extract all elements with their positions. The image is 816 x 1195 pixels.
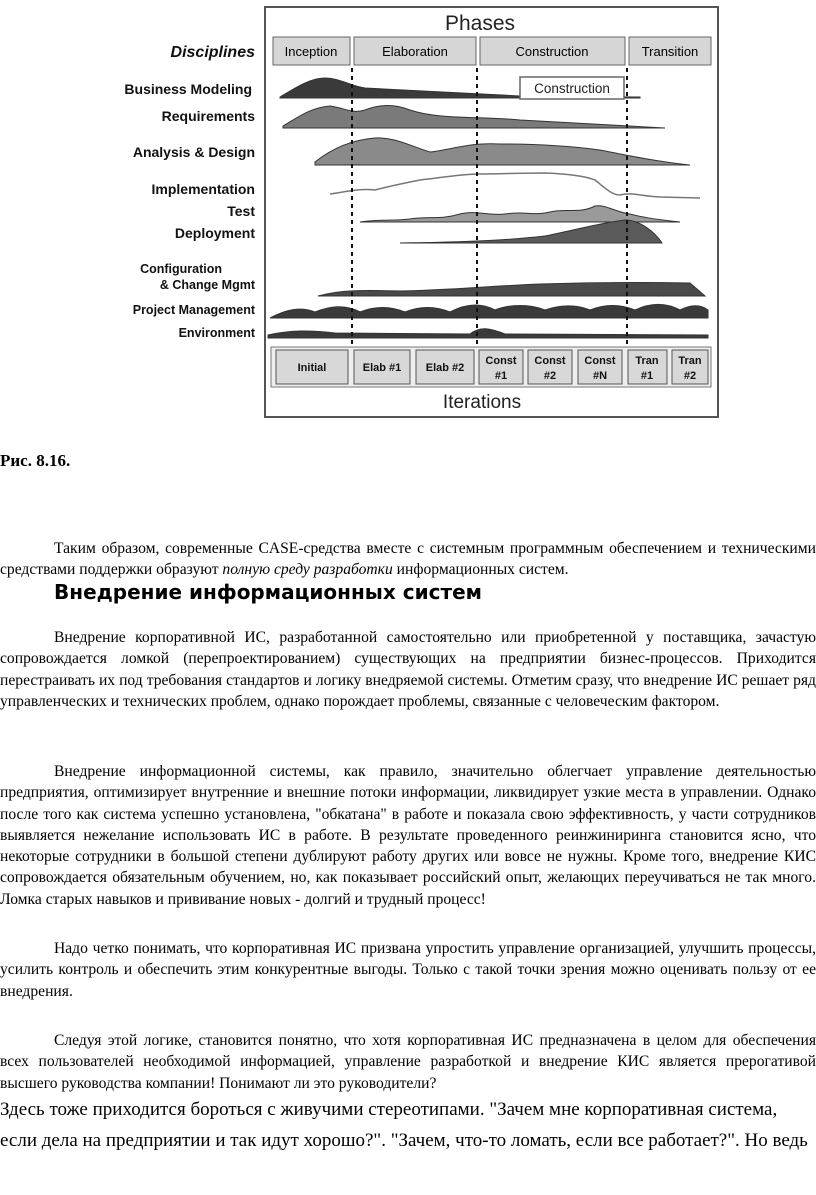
phases-title: Phases [444, 12, 516, 35]
iteration-const-n-a: Const [584, 355, 616, 367]
p1-italic-term: полную среду разработки [222, 561, 393, 579]
paragraph-case-tools [0, 538, 816, 581]
phase-transition: Transition [641, 44, 699, 59]
iteration-tran-2-a: Tran [678, 355, 702, 367]
iteration-const-2-a: Const [534, 355, 566, 367]
iteration-tran-2-b: #2 [683, 370, 697, 382]
phase-elaboration: Elaboration [382, 44, 448, 59]
iterations-label: Iterations [442, 392, 522, 413]
iteration-const-1-b: #1 [494, 370, 508, 382]
discipline-analysis-design: Analysis & Design [132, 144, 255, 160]
discipline-environment: Environment [178, 326, 255, 340]
iteration-const-2-b: #2 [543, 370, 557, 382]
paragraph-stereotypes: Здесь тоже приходится бороться с живучими стереотипами. "Зачем мне корпоративная система, если дела на предприятии и так идут хорошо?". "Зачем, что-то ломать, если все работает?". Но ведь [0, 1099, 808, 1151]
discipline-test: Test [227, 203, 255, 219]
iteration-tran-1-a: Tran [635, 355, 659, 367]
p1-text-start: Таким образом, современные CASE-средства вместе с системным программным обеспечением и техническими средствами поддержки образуют [0, 540, 816, 579]
discipline-requirements: Requirements [161, 108, 255, 124]
iteration-initial: Initial [297, 362, 327, 374]
phase-construction: Construction [515, 44, 589, 59]
discipline-change-mgmt: & Change Mgmt [159, 278, 255, 292]
discipline-business-modeling: Business Modeling [124, 81, 252, 97]
construction-callout: Construction [534, 81, 610, 96]
disciplines-label: Disciplines [170, 44, 255, 61]
paragraph-leadership: Следуя этой логике, становится понятно, что хотя корпоративная ИС предназначена в целом для обеспечения всех пользователей необходимой информацией, управление разработкой и внедрение КИС является прерогативой высшего руководства компании! Понимают ли это руководители? [0, 1032, 816, 1092]
discipline-implementation: Implementation [151, 181, 255, 197]
figure-caption: Рис. 8.16. [0, 451, 71, 470]
paragraph-implementation-effects: Внедрение информационной системы, как правило, значительно облегчает управление деятельностью предприятия, оптимизирует внутренние и внешние потоки информации, ликвидирует узкие места в управлении. Однако после того как система успешно установлена, "обкатана" в работе и показала свою эффективность, у части сотрудников выявляется нежелание использовать ИС в работе. В результате проведенного реинжиниринга становится ясно, что некоторые сотрудники в большой степени дублируют работу других или вовсе не нужны. Кроме того, внедрение КИС сопровождается обязательным обучением, но, как показывает российский опыт, желающих переучиваться не так много. Ломка старых навыков и прививание новых - долгий и трудный процесс! [0, 763, 816, 908]
iteration-tran-1-b: #1 [640, 370, 654, 382]
paragraph-implementation-intro: Внедрение корпоративной ИС, разработанной самостоятельно или приобретенной у поставщика, зачастую сопровождается ломкой (перепроектированием) существующих на предприятии бизнес-процессов. Приходится перестраивать их под требования стандартов и логику внедряемой системы. Отметим сразу, что внедрение ИС решает ряд управленческих и технических проблем, однако порождает проблемы, связанные с человеческим фактором. [0, 629, 816, 710]
iteration-elab-1: Elab #1 [362, 362, 402, 374]
rup-phases-diagram [0, 0, 816, 430]
paragraph-purpose: Надо четко понимать, что корпоративная ИС призвана упростить управление организацией, улучшить процессы, усилить контроль и обеспечить этим конкурентные выгоды. Только с такой точки зрения можно оценивать пользу от ее внедрения. [0, 940, 816, 1000]
discipline-project-management: Project Management [132, 303, 255, 317]
iteration-const-1-a: Const [485, 355, 517, 367]
discipline-deployment: Deployment [174, 225, 255, 241]
section-heading: Внедрение информационных систем [54, 580, 482, 604]
phase-inception: Inception [284, 44, 338, 59]
iteration-const-n-b: #N [592, 370, 608, 382]
iteration-elab-2: Elab #2 [425, 362, 465, 374]
discipline-configuration: Configuration [140, 262, 222, 276]
p1-text-end: информационных систем. [392, 561, 569, 579]
